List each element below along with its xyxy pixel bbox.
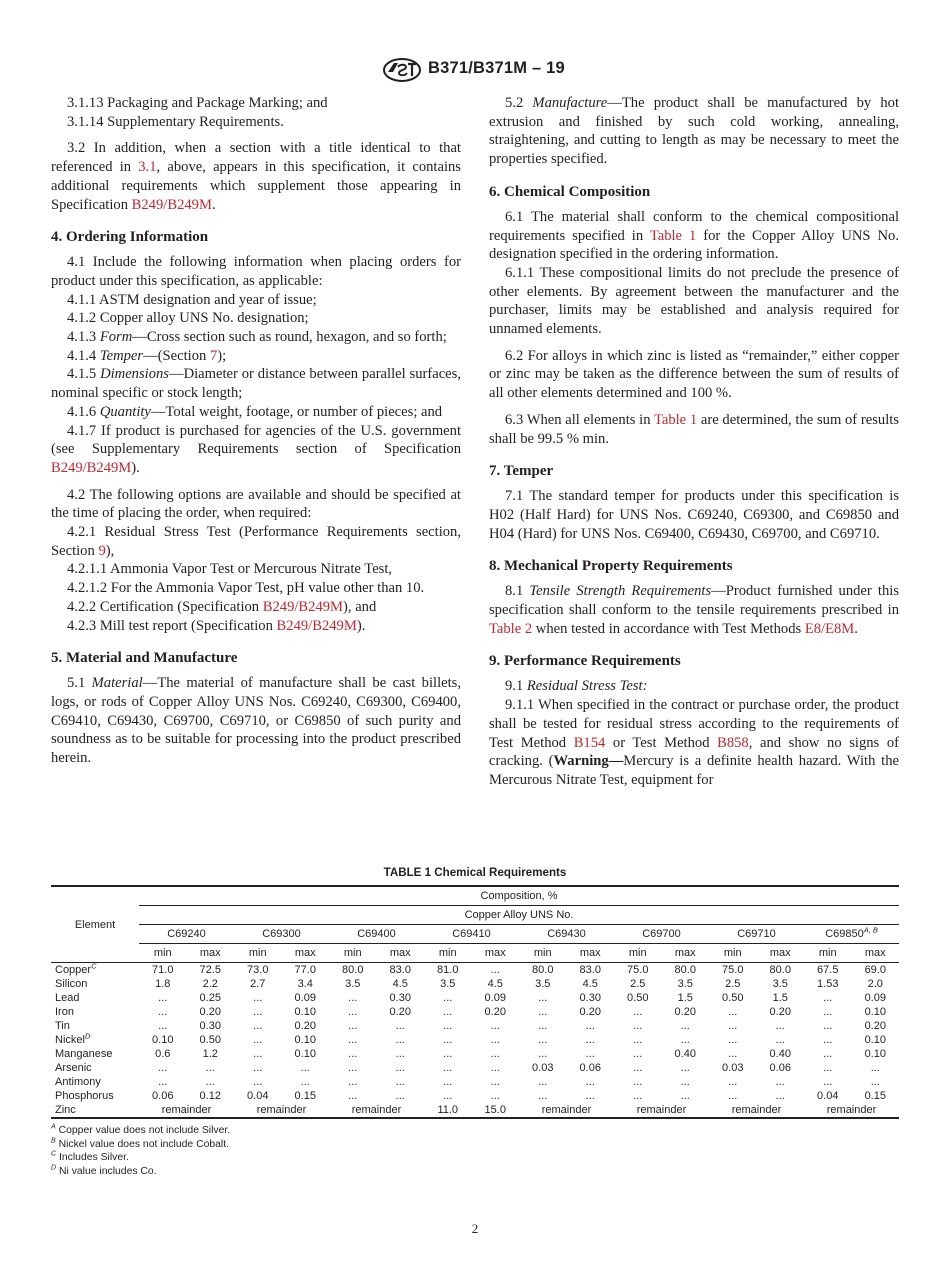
table-cell: 73.0 [247, 964, 269, 976]
table-cell: ... [680, 1076, 690, 1088]
page-number: 2 [471, 1221, 479, 1236]
element-header: Element [51, 886, 139, 963]
table-row [51, 977, 899, 991]
table-cell: 1.53 [817, 978, 839, 990]
link-table-1[interactable]: Table 1 [649, 227, 697, 244]
max-header: max [662, 944, 710, 963]
table-row [51, 1019, 899, 1033]
footnote: $^A$ Copper value does not include Silver. [51, 1123, 231, 1136]
table-cell: 0.50 [722, 992, 744, 1004]
section-7-heading: 7. Temper [489, 463, 554, 480]
min-header: min [329, 944, 377, 963]
table-cell: 77.0 [294, 964, 316, 976]
composition-header: Composition, % [139, 886, 899, 906]
section-5-heading: 5. Material and Manufacture [51, 650, 238, 667]
table-cell: remainder [519, 1103, 614, 1118]
table-cell: ... [490, 1090, 500, 1102]
element-name: Phosphorus [55, 1090, 114, 1102]
para-4-1-2: 4.1.2 Copper alloy UNS No. designation; [67, 310, 309, 327]
table-cell: ... [728, 1048, 738, 1060]
para-4-1-5: 4.1.5 Dimensions—Diameter or distance between parallel surfaces, nominal specific or stock length; [51, 366, 461, 402]
table-cell: 75.0 [627, 964, 649, 976]
table-cell: ... [395, 1020, 405, 1032]
table-cell: ... [870, 1062, 880, 1074]
document-designation: B371/B371M – 19 [428, 59, 565, 77]
table-cell: 1.5 [772, 992, 788, 1004]
table-cell: 3.4 [297, 978, 313, 990]
table-cell: ... [205, 1076, 215, 1088]
max-header: max [377, 944, 425, 963]
table-cell: ... [538, 992, 548, 1004]
left-column [51, 94, 461, 768]
table-cell: 0.06 [579, 1062, 601, 1074]
element-name: Tin [55, 1020, 70, 1032]
table-cell: ... [348, 1020, 358, 1032]
table-cell: ... [395, 1048, 405, 1060]
table-row [51, 1033, 899, 1047]
table-cell: 1.5 [677, 992, 693, 1004]
table-cell: 0.09 [484, 992, 506, 1004]
table-cell: 2.5 [630, 978, 646, 990]
table-row [51, 1047, 899, 1061]
table-cell: 0.20 [579, 1006, 601, 1018]
table-cell: ... [300, 1076, 310, 1088]
max-header: max [852, 944, 900, 963]
para-5-1: 5.1 Material—The material of manufacture shall be cast billets, logs, or rods of Copper Alloy UNS Nos. C69240, C69300, C69400, C69410, C69430, C69700, C69710, or C69850 of such purity and soundness as to be suitable for processing into the product prescribed herein. [51, 675, 461, 767]
alloy-column-header: C69700 [614, 925, 709, 944]
link-3-1[interactable]: 3.1 [138, 159, 157, 176]
table-cell: 0.20 [674, 1006, 696, 1018]
table-cell: ... [158, 992, 168, 1004]
table-cell: ... [490, 1048, 500, 1060]
table-cell: ... [775, 1090, 785, 1102]
table-cell: ... [300, 1062, 310, 1074]
link-section-7[interactable]: 7 [209, 347, 218, 364]
table-cell: 11.0 [424, 1103, 472, 1118]
table-cell: ... [253, 1076, 263, 1088]
para-6-1-1: 6.1.1 These compositional limits do not preclude the presence of other elements. By agreement between the manufacturer and the purchaser, limits may be established and analysis required for unnamed elements. [489, 264, 899, 338]
table-row [51, 1005, 899, 1019]
table-cell: ... [395, 1034, 405, 1046]
table-cell: ... [538, 1048, 548, 1060]
table-cell: remainder [234, 1103, 329, 1118]
table-cell: ... [775, 1020, 785, 1032]
link-b249[interactable]: B249/B249M [262, 598, 344, 615]
table-cell: 1.2 [202, 1048, 218, 1060]
table-cell: ... [585, 1090, 595, 1102]
table-row [51, 963, 899, 978]
table-cell: ... [490, 1062, 500, 1074]
para-5-2: 5.2 Manufacture—The product shall be manufactured by hot extrusion and finished by such cold working, annealing, straightening, and cutting to length as may be necessary to meet the properties specified. [489, 95, 899, 168]
min-header: min [804, 944, 852, 963]
table-1-block [51, 866, 899, 1178]
table-cell: 2.0 [867, 978, 883, 990]
table-cell: 0.10 [864, 1048, 886, 1060]
table-cell: ... [443, 1034, 453, 1046]
section-6-heading: 6. Chemical Composition [489, 183, 651, 200]
right-column [489, 94, 899, 790]
alloy-column-header: C69300 [234, 925, 329, 944]
table-cell: 4.5 [487, 978, 503, 990]
table-cell: 0.03 [532, 1062, 554, 1074]
para-4-1-4: 4.1.4 Temper—(Section 7); [67, 347, 227, 364]
table-cell: ... [348, 1048, 358, 1060]
table-cell: 1.8 [155, 978, 171, 990]
table-row [51, 991, 899, 1005]
element-name: Arsenic [55, 1062, 92, 1074]
table-cell: 80.0 [342, 964, 364, 976]
table-cell: 0.25 [199, 992, 221, 1004]
table-cell: ... [443, 1006, 453, 1018]
table-cell: 2.2 [202, 978, 218, 990]
table-cell: ... [538, 1034, 548, 1046]
table-row [51, 1103, 899, 1118]
table-cell: ... [490, 1020, 500, 1032]
table-row [51, 1061, 899, 1075]
element-name: Copper$^C$ [55, 961, 97, 976]
alloy-header: Copper Alloy UNS No. [139, 906, 899, 925]
table-cell: ... [823, 1076, 833, 1088]
table-cell: remainder [614, 1103, 709, 1118]
table-cell: 0.20 [199, 1006, 221, 1018]
table-cell: 0.10 [864, 1034, 886, 1046]
table-cell: ... [443, 1048, 453, 1060]
table-cell: 0.6 [155, 1048, 171, 1060]
table-cell: 71.0 [152, 964, 174, 976]
table-cell: ... [443, 1090, 453, 1102]
table-cell: ... [823, 1020, 833, 1032]
table-cell: 0.15 [294, 1090, 316, 1102]
table-cell: 0.20 [484, 1006, 506, 1018]
table-cell: ... [253, 1020, 263, 1032]
table-cell: ... [728, 1034, 738, 1046]
section-9-heading: 9. Performance Requirements [489, 653, 681, 670]
table-cell: ... [823, 1048, 833, 1060]
table-cell: 3.5 [345, 978, 361, 990]
link-b249[interactable]: B249/B249M [276, 617, 357, 634]
table-cell: 0.40 [769, 1048, 791, 1060]
min-header: min [709, 944, 757, 963]
table-cell: 72.5 [199, 964, 221, 976]
page-header [0, 58, 950, 84]
para-9-1-1: 9.1.1 When specified in the contract or purchase order, the product shall be tested for residual stress according to the requirements of Test Method B154 or Test Method B858, and show no signs of cracking. (Warning—Mercury is a definite health hazard. With the Mercurous Nitrate Test, equipment for [489, 697, 899, 788]
table-cell: ... [633, 1006, 643, 1018]
table-cell: ... [680, 1034, 690, 1046]
table-cell: ... [775, 1076, 785, 1088]
table-cell: ... [253, 1006, 263, 1018]
table-cell: ... [443, 1076, 453, 1088]
table-cell: ... [348, 992, 358, 1004]
table-cell: 80.0 [674, 964, 696, 976]
table-cell: ... [395, 1062, 405, 1074]
table-cell: ... [680, 1020, 690, 1032]
table-cell: 0.20 [864, 1020, 886, 1032]
table-cell: 0.30 [199, 1020, 221, 1032]
section-8-heading: 8. Mechanical Property Requirements [489, 558, 733, 575]
footnote: $^C$ Includes Silver. [51, 1150, 129, 1164]
alloy-column-header: C69240 [139, 925, 234, 944]
table-cell: 0.15 [864, 1090, 886, 1102]
table-cell: ... [490, 1034, 500, 1046]
para-6-2: 6.2 For alloys in which zinc is listed as “remainder,” either copper or zinc may be taken as the difference between the sum of results of all other elements determined and 100 %. [489, 347, 899, 402]
element-name: Antimony [55, 1076, 101, 1088]
para-4-2-2: 4.2.2 Certification (Specification B249/B249M), and [67, 598, 377, 615]
table-cell: 2.5 [725, 978, 741, 990]
min-header: min [139, 944, 187, 963]
table-cell: ... [728, 1020, 738, 1032]
element-name: Iron [55, 1006, 74, 1018]
table-cell: ... [633, 1062, 643, 1074]
table-cell: 80.0 [532, 964, 554, 976]
table-cell: 3.5 [677, 978, 693, 990]
table-cell: ... [205, 1062, 215, 1074]
table-cell: ... [728, 1076, 738, 1088]
table-cell: 0.30 [389, 992, 411, 1004]
table-cell: ... [680, 1090, 690, 1102]
table-cell: 0.10 [294, 1034, 316, 1046]
table-cell: ... [395, 1090, 405, 1102]
table-cell: ... [633, 1090, 643, 1102]
table-cell: ... [728, 1006, 738, 1018]
table-cell: 0.03 [722, 1062, 744, 1074]
table-cell: remainder [139, 1103, 234, 1118]
para-4-2-3: 4.2.3 Mill test report (Specification B249/B249M). [67, 617, 366, 634]
table-cell: ... [585, 1048, 595, 1060]
min-header: min [614, 944, 662, 963]
table-cell: ... [253, 1034, 263, 1046]
table-cell: ... [633, 1020, 643, 1032]
table-footnotes [51, 1124, 899, 1178]
link-b858[interactable]: B858 [717, 734, 749, 751]
para-9-1: 9.1 Residual Stress Test: [505, 678, 648, 695]
link-table-2[interactable]: Table 2 [489, 620, 533, 637]
table-cell: ... [348, 1034, 358, 1046]
table-cell: 75.0 [722, 964, 744, 976]
astm-logo-icon [382, 58, 422, 82]
table-cell: 0.20 [769, 1006, 791, 1018]
table-cell: 69.0 [864, 964, 886, 976]
link-b249[interactable]: B249/B249M [51, 459, 132, 476]
para-4-1-3: 4.1.3 Form—Cross section such as round, hexagon, and so forth; [67, 329, 447, 346]
table-cell: 0.06 [769, 1062, 791, 1074]
para-3-1-14: 3.1.14 Supplementary Requirements. [67, 113, 284, 130]
element-name: Nickel$^D$ [55, 1031, 91, 1046]
table-cell: ... [443, 992, 453, 1004]
table-title: TABLE 1 Chemical Requirements [383, 866, 567, 879]
link-b154[interactable]: B154 [573, 734, 606, 751]
table-cell: ... [585, 1020, 595, 1032]
table-cell: 0.10 [294, 1048, 316, 1060]
alloy-column-header: C69410 [424, 925, 519, 944]
table-cell: ... [633, 1034, 643, 1046]
min-header: min [234, 944, 282, 963]
table-cell: 0.04 [817, 1090, 839, 1102]
min-header: min [519, 944, 567, 963]
table-cell: 2.7 [250, 978, 266, 990]
element-name: Lead [55, 992, 80, 1004]
para-4-1-7: 4.1.7 If product is purchased for agencies of the U.S. government (see Supplementary Requirements section of Specification B249/B249M). [51, 422, 461, 476]
table-cell: 0.10 [152, 1034, 174, 1046]
table-cell: 81.0 [437, 964, 459, 976]
para-4-2-1: 4.2.1 Residual Stress Test (Performance Requirements section, Section 9), [51, 524, 461, 559]
table-cell: 0.09 [864, 992, 886, 1004]
table-cell: ... [348, 1076, 358, 1088]
para-4-1-6: 4.1.6 Quantity—Total weight, footage, or number of pieces; and [67, 403, 443, 420]
table-cell: 4.5 [392, 978, 408, 990]
table-cell: ... [443, 1062, 453, 1074]
table-cell: ... [395, 1076, 405, 1088]
table-cell: ... [253, 1062, 263, 1074]
table-cell: ... [585, 1076, 595, 1088]
table-cell: 0.10 [294, 1006, 316, 1018]
para-6-3: 6.3 When all elements in Table 1 are determined, the sum of results shall be 99.5 % min. [489, 411, 899, 447]
table-cell: ... [538, 1006, 548, 1018]
table-cell: ... [443, 1020, 453, 1032]
table-cell: 80.0 [769, 964, 791, 976]
link-section-9[interactable]: 9 [98, 542, 106, 559]
para-3-2: 3.2 In addition, when a section with a title identical to that referenced in 3.1, above, appears in this specification, it contains additional requirements which supplement those appearing in Specification B249/B249M. [51, 140, 461, 213]
max-header: max [282, 944, 330, 963]
para-4-2: 4.2 The following options are available and should be specified at the time of placing the order, when required: [51, 486, 461, 522]
max-header: max [757, 944, 805, 963]
table-cell: ... [633, 1048, 643, 1060]
element-name: Manganese [55, 1048, 113, 1060]
table-cell: 67.5 [817, 964, 839, 976]
para-3-1-13: 3.1.13 Packaging and Package Marking; and [67, 95, 328, 111]
table-cell: ... [870, 1076, 880, 1088]
table-cell: ... [253, 1048, 263, 1060]
alloy-column-header: $C69850^{A, B}$ [804, 925, 899, 944]
element-name: Silicon [55, 978, 88, 990]
table-cell: 0.50 [627, 992, 649, 1004]
table-cell: ... [728, 1090, 738, 1102]
para-8-1: 8.1 Tensile Strength Requirements—Product furnished under this specification shall conform to the tensile requirements prescribed in Table 2 when tested in accordance with Test Methods E8/E8M. [489, 583, 899, 637]
table-cell: ... [585, 1034, 595, 1046]
table-cell: 0.50 [199, 1034, 221, 1046]
table-cell: remainder [804, 1103, 899, 1118]
link-table-1[interactable]: Table 1 [653, 411, 698, 428]
table-cell: ... [158, 1020, 168, 1032]
link-b249[interactable]: B249/B249M [131, 196, 212, 213]
element-name: Zinc [51, 1103, 139, 1118]
chemical-requirements-table [51, 885, 899, 1119]
table-row [51, 1089, 899, 1103]
table-cell: 0.20 [389, 1006, 411, 1018]
min-header: min [424, 944, 472, 963]
para-4-1-1: 4.1.1 ASTM designation and year of issue; [67, 291, 317, 308]
table-cell: ... [348, 1062, 358, 1074]
table-cell: 3.5 [535, 978, 551, 990]
table-cell: 0.40 [674, 1048, 696, 1060]
table-cell: ... [490, 1076, 500, 1088]
section-4-heading: 4. Ordering Information [51, 229, 209, 246]
table-cell: ... [490, 964, 500, 976]
table-cell: ... [158, 1062, 168, 1074]
table-cell: 4.5 [582, 978, 598, 990]
table-cell: ... [348, 1006, 358, 1018]
table-cell: ... [823, 992, 833, 1004]
table-cell: ... [775, 1034, 785, 1046]
table-row [51, 1075, 899, 1089]
para-4-1: 4.1 Include the following information when placing orders for product under this specification, as applicable: [51, 254, 461, 289]
table-cell: 15.0 [472, 1103, 520, 1118]
footnote: $^B$ Nickel value does not include Cobalt. [51, 1137, 229, 1150]
table-cell: 0.06 [152, 1090, 174, 1102]
footnote: $^D$ Ni value includes Co. [51, 1164, 157, 1177]
para-4-2-1-1: 4.2.1.1 Ammonia Vapor Test or Mercurous Nitrate Test, [67, 561, 393, 578]
table-cell: 0.04 [247, 1090, 269, 1102]
table-cell: ... [633, 1076, 643, 1088]
table-cell: 0.30 [579, 992, 601, 1004]
max-header: max [567, 944, 615, 963]
table-cell: ... [538, 1020, 548, 1032]
table-cell: ... [348, 1090, 358, 1102]
table-cell: ... [158, 1006, 168, 1018]
table-cell: ... [823, 1034, 833, 1046]
alloy-column-header: C69710 [709, 925, 804, 944]
table-cell: ... [823, 1062, 833, 1074]
max-header: max [472, 944, 520, 963]
link-e8[interactable]: E8/E8M [804, 620, 855, 637]
table-cell: ... [538, 1090, 548, 1102]
table-cell: 3.5 [772, 978, 788, 990]
table-cell: ... [538, 1076, 548, 1088]
table-cell: 0.10 [864, 1006, 886, 1018]
table-cell: ... [158, 1076, 168, 1088]
alloy-column-header: C69400 [329, 925, 424, 944]
table-cell: remainder [329, 1103, 424, 1118]
max-header: max [187, 944, 235, 963]
table-cell: ... [823, 1006, 833, 1018]
table-cell: 0.20 [294, 1020, 316, 1032]
table-cell: ... [680, 1062, 690, 1074]
table-cell: remainder [709, 1103, 804, 1118]
para-6-1: 6.1 The material shall conform to the chemical compositional requirements specified in Table 1 for the Copper Alloy UNS No. designation specified in the ordering information. [489, 208, 899, 263]
table-cell: 0.09 [294, 992, 316, 1004]
alloy-column-header: C69430 [519, 925, 614, 944]
table-cell: 0.12 [199, 1090, 221, 1102]
table-cell: 83.0 [389, 964, 411, 976]
table-cell: 3.5 [440, 978, 456, 990]
table-cell: 83.0 [579, 964, 601, 976]
para-7-1: 7.1 The standard temper for products under this specification is H02 (Half Hard) for UNS Nos. C69240, C69300, and C69850 and H04 (Hard) for UNS Nos. C69400, C69430, C69700, and C69710. [489, 488, 899, 542]
table-cell: ... [253, 992, 263, 1004]
para-4-2-1-2: 4.2.1.2 For the Ammonia Vapor Test, pH value other than 10. [67, 580, 425, 597]
